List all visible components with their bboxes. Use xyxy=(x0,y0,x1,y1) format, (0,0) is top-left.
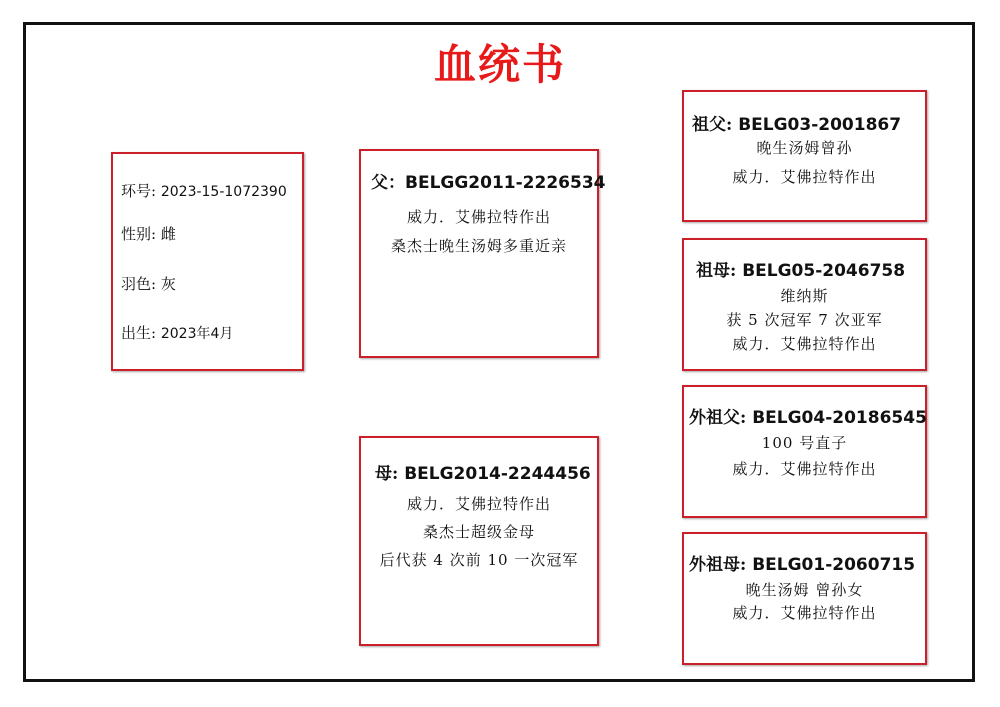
sex-label: 性别: xyxy=(121,225,157,243)
paternal-granddam-label: 祖母: xyxy=(696,261,737,281)
sire-ring-code: BELGG2011-2226534 xyxy=(405,173,606,193)
paternal-granddam-line-3: 威力．艾佛拉特作出 xyxy=(732,335,877,353)
ring-row xyxy=(121,180,287,201)
born-value: 2023年4月 xyxy=(160,326,234,342)
ring-label: 环号: xyxy=(121,182,157,200)
maternal-granddam-label: 外祖母: xyxy=(689,555,747,575)
born-label: 出生: xyxy=(121,324,157,342)
page-title: 血统书 xyxy=(433,40,566,89)
sex-value: 雌 xyxy=(160,225,176,243)
paternal-grandsire-heading xyxy=(692,110,901,135)
born-row xyxy=(121,322,233,343)
color-value: 灰 xyxy=(160,275,176,293)
paternal-grandsire-card xyxy=(682,90,927,222)
paternal-granddam-line-1: 维纳斯 xyxy=(780,287,829,305)
paternal-grandsire-label: 祖父: xyxy=(692,115,733,135)
dam-line-3: 后代获 4 次前 10 一次冠军 xyxy=(379,551,579,569)
sex-row xyxy=(121,223,176,244)
dam-ring-code: BELG2014-2244456 xyxy=(404,464,591,484)
paternal-grandsire-line-1: 晚生汤姆曾孙 xyxy=(756,139,853,157)
maternal-grandsire-line-1: 100 号直子 xyxy=(761,434,848,452)
maternal-granddam-heading xyxy=(689,550,915,575)
bird-info-card xyxy=(111,152,304,371)
paternal-granddam-heading xyxy=(696,256,905,281)
paternal-grandsire-line-2: 威力．艾佛拉特作出 xyxy=(732,168,877,186)
maternal-granddam-card xyxy=(682,532,927,665)
paternal-granddam-ring-code: BELG05-2046758 xyxy=(742,261,906,281)
maternal-granddam-line-2: 威力．艾佛拉特作出 xyxy=(732,604,877,622)
sire-card xyxy=(359,149,606,358)
maternal-granddam-ring-code: BELG01-2060715 xyxy=(752,555,916,575)
dam-heading xyxy=(375,459,591,484)
maternal-grandsire-heading xyxy=(689,403,927,428)
sire-label: 父： xyxy=(371,173,405,193)
paternal-grandsire-ring-code: BELG03-2001867 xyxy=(738,115,902,135)
sire-heading xyxy=(371,168,605,193)
paternal-granddam-card xyxy=(682,238,927,371)
maternal-granddam-line-1: 晚生汤姆 曾孙女 xyxy=(745,581,864,599)
maternal-grandsire-line-2: 威力．艾佛拉特作出 xyxy=(732,460,877,478)
dam-line-1: 威力．艾佛拉特作出 xyxy=(406,495,551,513)
maternal-grandsire-card xyxy=(682,385,927,518)
sire-line-1: 威力．艾佛拉特作出 xyxy=(406,208,551,226)
paternal-granddam-line-2: 获 5 次冠军 7 次亚军 xyxy=(726,311,883,329)
maternal-grandsire-label: 外祖父: xyxy=(689,408,747,428)
ring-value: 2023-15-1072390 xyxy=(160,184,287,200)
color-label: 羽色: xyxy=(121,275,157,293)
sire-line-2: 桑杰士晚生汤姆多重近亲 xyxy=(390,237,567,255)
maternal-grandsire-ring-code: BELG04-20186545 xyxy=(752,408,927,428)
dam-label: 母: xyxy=(375,464,399,484)
dam-card xyxy=(359,436,599,646)
dam-line-2: 桑杰士超级金母 xyxy=(422,523,535,541)
color-row xyxy=(121,273,176,294)
